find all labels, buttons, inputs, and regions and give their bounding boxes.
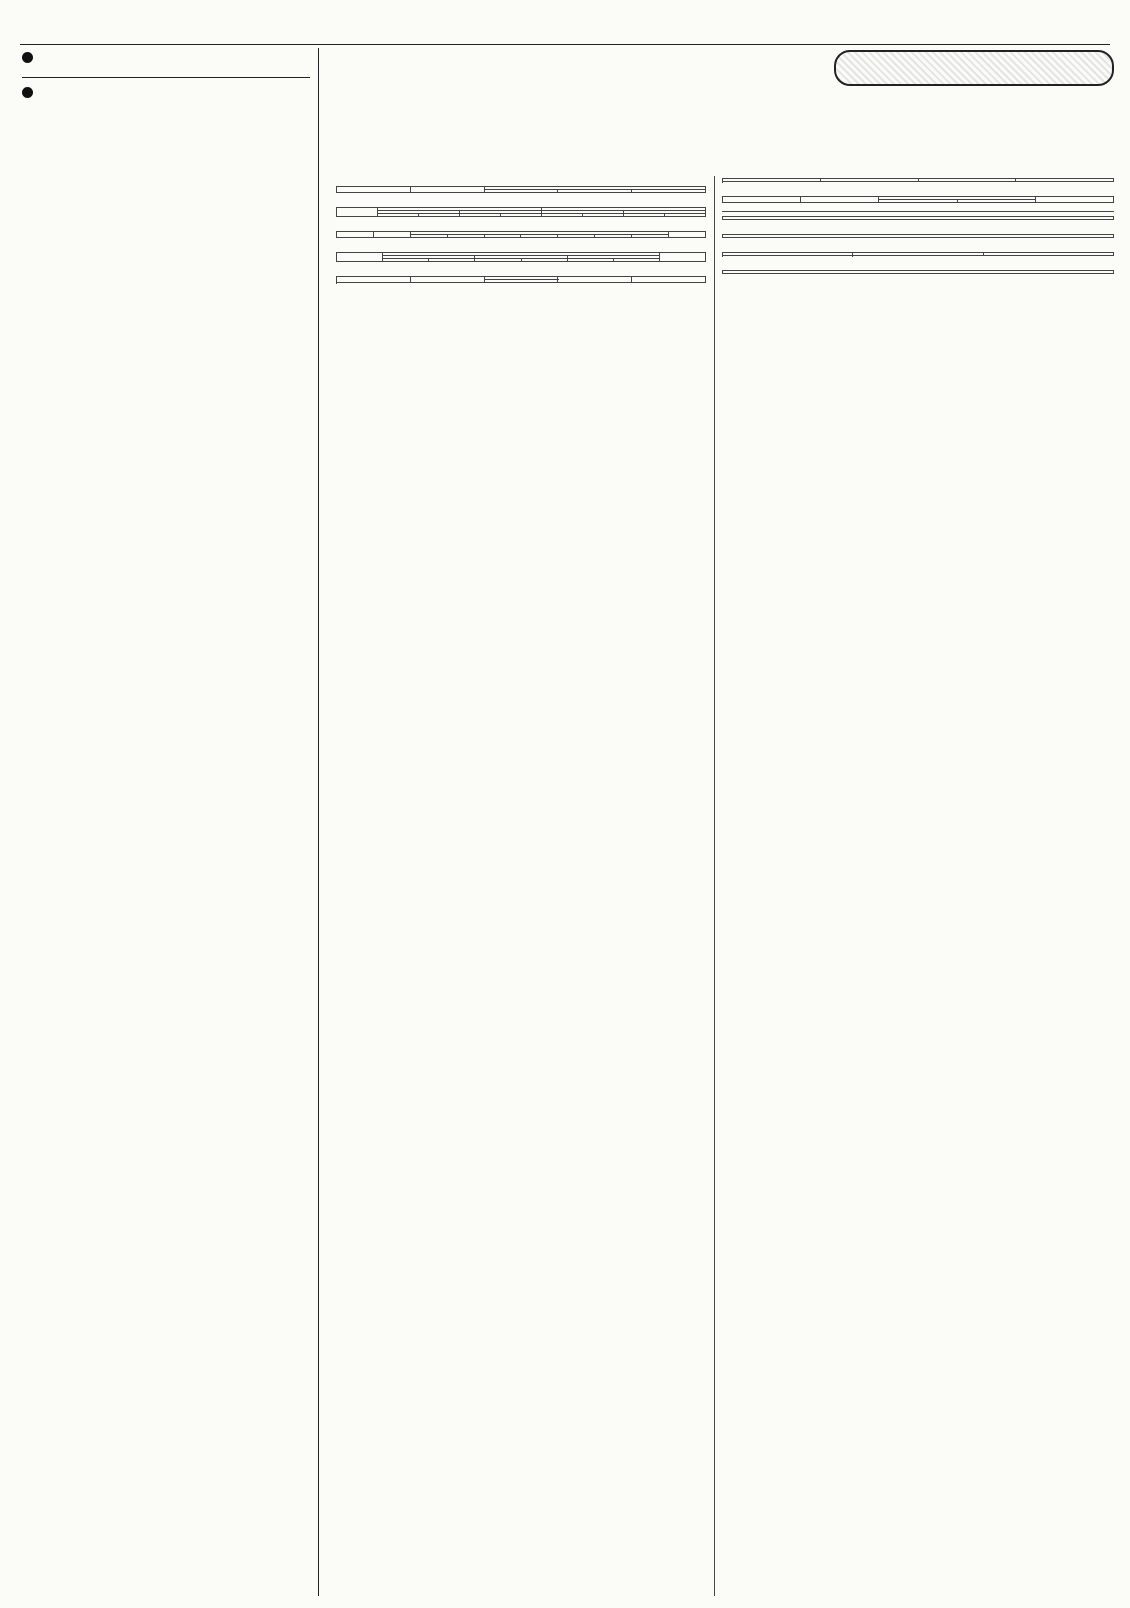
article-column-right [722, 176, 1114, 1596]
table-header [1016, 179, 1114, 182]
table-header [957, 200, 1035, 203]
table-header [558, 190, 632, 193]
table-header [983, 253, 1113, 256]
table-single-households [336, 276, 706, 283]
table-header [410, 187, 484, 193]
table-persons [336, 252, 706, 262]
table-header [632, 190, 706, 193]
left-column-interview [22, 48, 310, 1593]
article-three-uezds [336, 48, 1114, 1596]
table-header [567, 259, 613, 262]
table-header [879, 200, 957, 203]
table-header [665, 214, 706, 217]
table-header [659, 253, 705, 262]
table-header [669, 232, 706, 238]
table-header [429, 259, 475, 262]
article-column-middle [336, 176, 706, 1596]
table-header [613, 259, 659, 262]
bullet-icon [22, 52, 33, 63]
table-unrelated-households [722, 178, 1114, 182]
table-movement [336, 207, 706, 217]
table-header [484, 235, 521, 238]
table-header [475, 259, 521, 262]
table-header [542, 214, 583, 217]
table-header [801, 197, 879, 203]
inner-column-divider [714, 176, 715, 1596]
table-header [820, 179, 918, 182]
table-institutions [722, 196, 1114, 203]
table-header [632, 235, 669, 238]
table-header-empty [723, 271, 1114, 274]
table-header [383, 259, 429, 262]
table-header-empty [337, 232, 374, 238]
table-households [336, 231, 706, 238]
table-header-empty [723, 197, 801, 203]
table-header-empty [337, 277, 411, 283]
bullet-icon [22, 87, 33, 98]
table-header [595, 235, 632, 238]
table-header-empty [337, 253, 383, 262]
divider [722, 211, 1114, 212]
table-header [624, 214, 665, 217]
table-header [410, 277, 484, 283]
table-header [419, 214, 460, 217]
article-header [336, 48, 1114, 88]
table-header-empty [723, 253, 853, 256]
table-header [558, 277, 632, 283]
table-header [484, 190, 558, 193]
table-header-empty [723, 217, 1114, 220]
table-header [447, 235, 484, 238]
table-header-empty [723, 235, 1114, 238]
table-header [853, 253, 983, 256]
table-summary [722, 216, 1114, 220]
table-estates [722, 270, 1114, 274]
table-header [521, 259, 567, 262]
table-header [583, 214, 624, 217]
section-badge [834, 50, 1114, 86]
table-header-empty [918, 179, 1016, 182]
column-divider [318, 48, 319, 1596]
table-header [1035, 197, 1113, 203]
table-header [521, 235, 558, 238]
table-header [378, 214, 419, 217]
table-header [373, 232, 410, 238]
table-header [460, 214, 501, 217]
table-religion [722, 234, 1114, 238]
table-header [632, 277, 706, 283]
table-header [484, 280, 558, 283]
interview-rubric [22, 48, 310, 67]
table-birthplace [722, 252, 1114, 256]
recipe-rubric [22, 77, 310, 101]
table-header-empty [337, 187, 411, 193]
top-divider [20, 44, 1110, 45]
table-header [558, 235, 595, 238]
table-header-empty [723, 179, 821, 182]
table-territory-population [336, 186, 706, 193]
table-header [501, 214, 542, 217]
table-header [337, 208, 378, 217]
table-header [410, 235, 447, 238]
